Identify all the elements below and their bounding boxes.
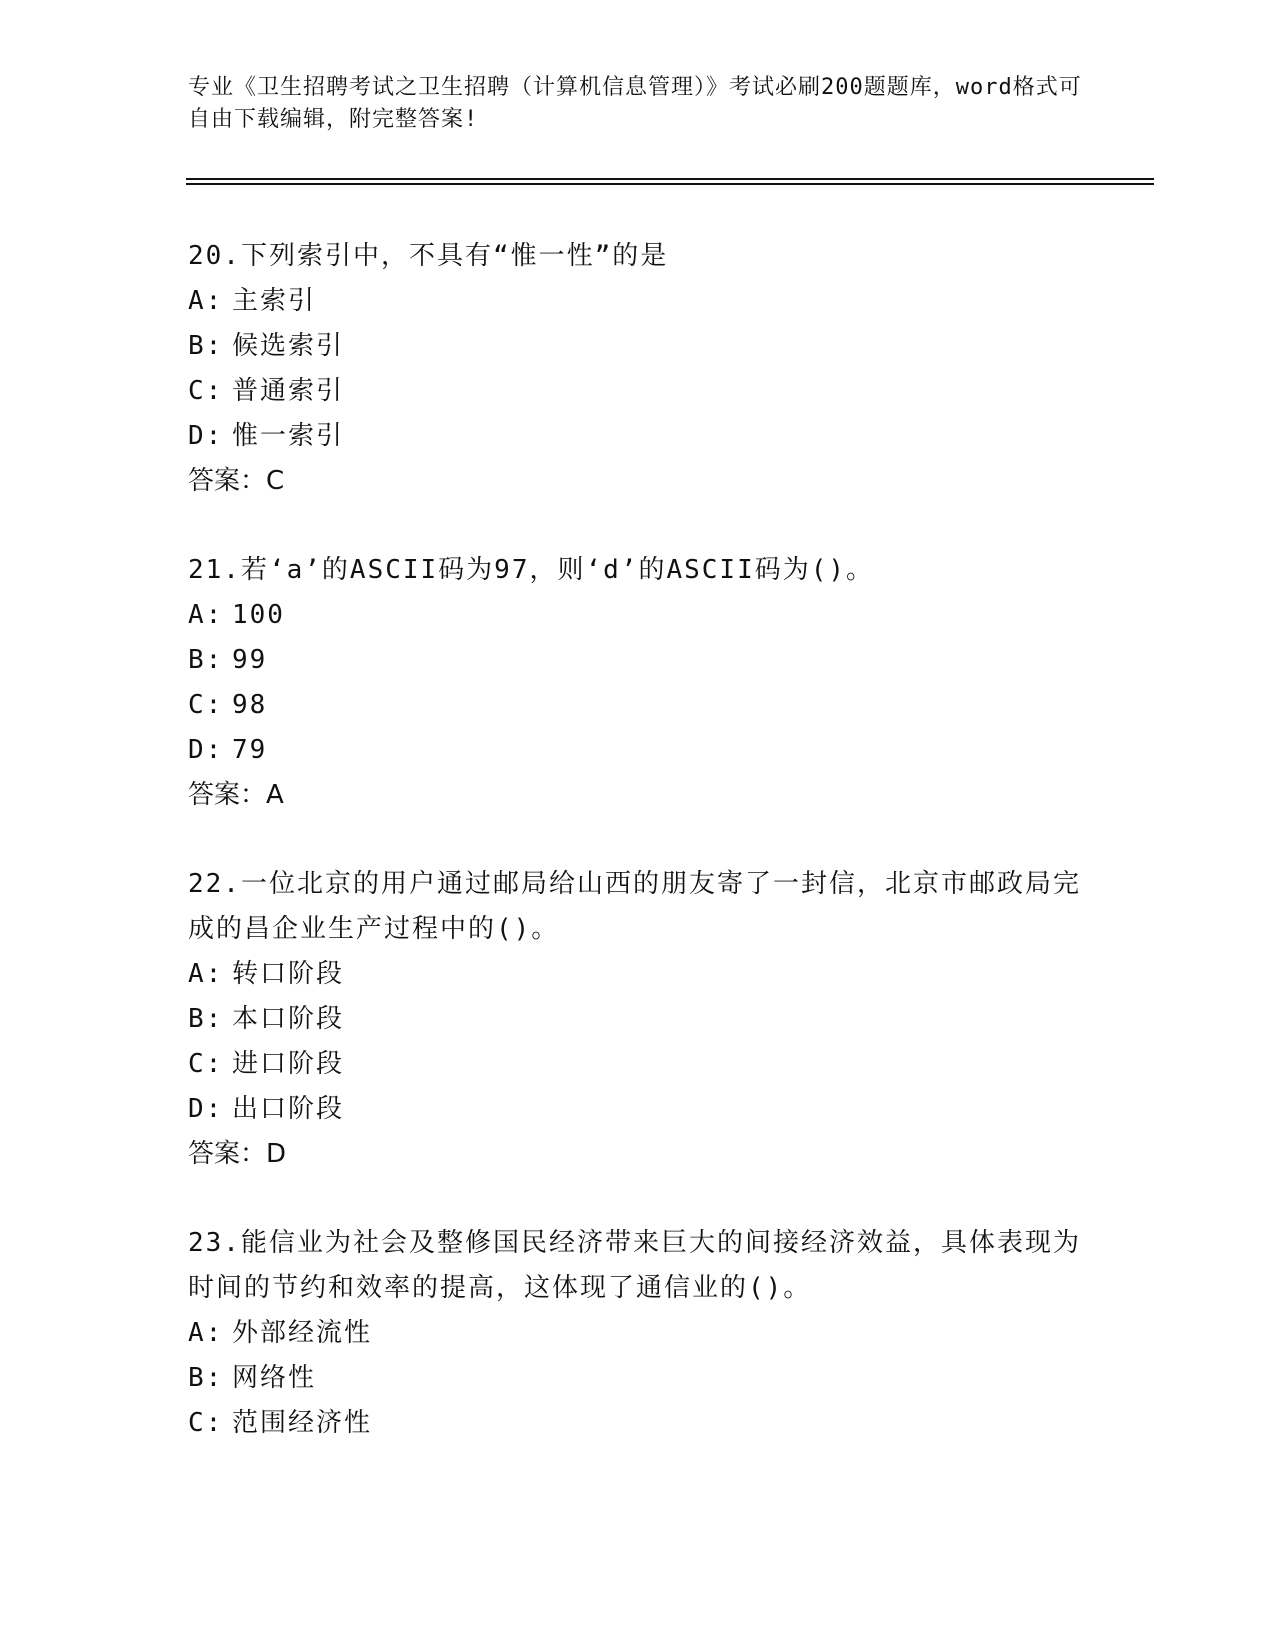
answer-line: 答案：C: [188, 466, 285, 496]
option-b: [188, 1356, 1088, 1401]
question-stem: 23.能信业为社会及整修国民经济带来巨大的间接经济效益，具体表现为时间的节约和效率的提高，这体现了通信业的()。: [188, 1228, 1081, 1303]
option-b: [188, 324, 1088, 369]
option-text: 出口阶段: [232, 1094, 345, 1124]
option-letter: C:: [188, 376, 224, 406]
option-a: [188, 952, 1088, 997]
option-b: [188, 997, 1088, 1042]
option-b: [188, 638, 1088, 683]
option-c: [188, 369, 1088, 414]
header-rule-bottom: [186, 183, 1154, 185]
option-text: 惟一索引: [232, 421, 345, 451]
answer-line: 答案：D: [188, 1139, 287, 1169]
option-letter: B:: [188, 1363, 224, 1393]
option-letter: A:: [188, 600, 224, 630]
option-text: 99: [232, 645, 268, 675]
option-text: 100: [232, 600, 285, 630]
option-c: [188, 1042, 1088, 1087]
document-header: 专业《卫生招聘考试之卫生招聘（计算机信息管理）》考试必刷200题题库，word格式可自由下载编辑，附完整答案!: [188, 75, 1082, 132]
option-letter: C:: [188, 1408, 224, 1438]
option-letter: D:: [188, 1094, 224, 1124]
option-letter: C:: [188, 1049, 224, 1079]
option-text: 本口阶段: [232, 1004, 345, 1034]
option-text: 候选索引: [232, 331, 345, 361]
option-letter: B:: [188, 331, 224, 361]
question-22: [188, 862, 1088, 1177]
option-d: [188, 414, 1088, 459]
question-stem: 20.下列索引中，不具有“惟一性”的是: [188, 241, 669, 271]
option-letter: B:: [188, 645, 224, 675]
option-letter: B:: [188, 1004, 224, 1034]
answer-line: 答案：A: [188, 780, 284, 810]
option-text: 转口阶段: [232, 959, 345, 989]
option-a: [188, 1311, 1088, 1356]
option-text: 外部经流性: [232, 1318, 373, 1348]
option-c: [188, 683, 1088, 728]
question-stem: 22.一位北京的用户通过邮局给山西的朋友寄了一封信，北京市邮政局完成的昌企业生产过程中的()。: [188, 869, 1081, 944]
option-letter: A:: [188, 286, 224, 316]
option-letter: D:: [188, 735, 224, 765]
option-c: [188, 1401, 1088, 1446]
option-a: [188, 279, 1088, 324]
question-21: [188, 548, 1088, 818]
option-text: 范围经济性: [232, 1408, 373, 1438]
option-a: [188, 593, 1088, 638]
option-letter: D:: [188, 421, 224, 451]
option-letter: A:: [188, 1318, 224, 1348]
question-20: [188, 234, 1088, 504]
option-text: 进口阶段: [232, 1049, 345, 1079]
option-d: [188, 728, 1088, 773]
option-text: 79: [232, 735, 268, 765]
question-23: [188, 1221, 1088, 1446]
option-d: [188, 1087, 1088, 1132]
option-text: 普通索引: [232, 376, 345, 406]
option-text: 98: [232, 690, 268, 720]
option-letter: A:: [188, 959, 224, 989]
question-list: [188, 234, 1088, 1490]
option-text: 主索引: [232, 286, 317, 316]
option-letter: C:: [188, 690, 224, 720]
question-stem: 21.若‘a’的ASCII码为97，则‘d’的ASCII码为()。: [188, 555, 875, 585]
option-text: 网络性: [232, 1363, 317, 1393]
header-rule-top: [186, 178, 1154, 180]
